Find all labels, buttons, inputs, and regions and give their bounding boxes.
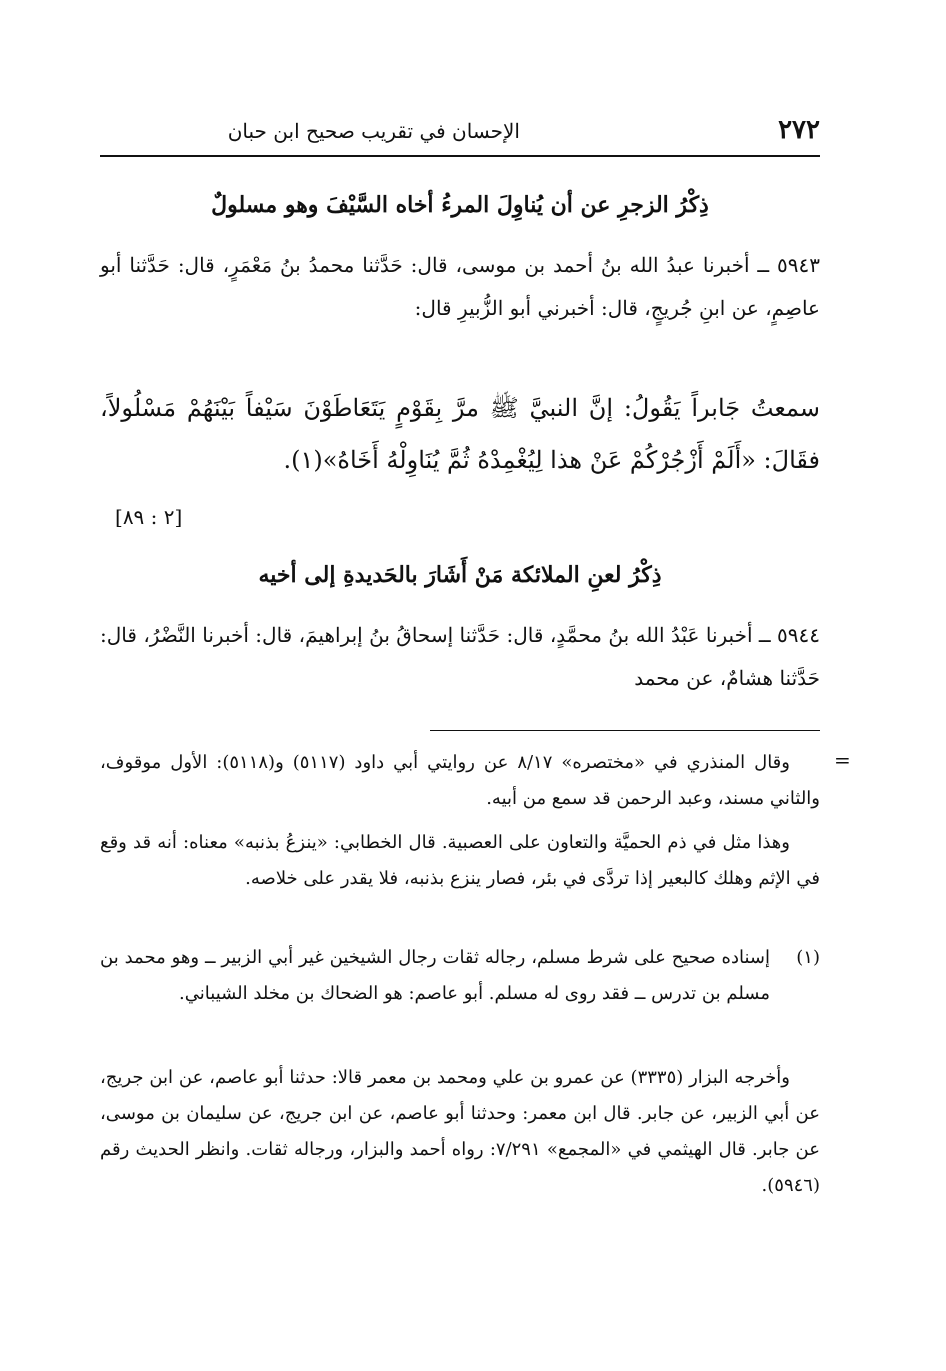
footnote-1-text: إسناده صحيح على شرط مسلم، رجاله ثقات رجال الشيخين غير أبي الزبير ــ وهو محمد بن مسلم بن تدرس ــ فقد روى له مسلم. أبو عاصم: هو الضحاك بن مخلد الشيباني. — [100, 947, 770, 1004]
footnote-paragraph-text: وقال المنذري في «مختصره» ٨/١٧ عن روايتي أبي داود (٥١١٧) و(٥١١٨): الأول موقوف، والثاني مسند، وعبد الرحمن قد سمع من أبيه. — [100, 752, 820, 809]
footnote-continuation-mark: = — [834, 748, 851, 772]
hadith-5943-matn: سمعتُ جَابراً يَقُولُ: إنَّ النبيَّ ﷺ مرَّ بِقَوْمٍ يَتَعَاطَوْنَ سَيْفاً بَيْنَهُمْ مَسْلُولاً، فقَالَ: «أَلَمْ أَزْجُرْكُمْ عَنْ هذا لِيُغْمِدْهُ ثُمَّ يُنَاوِلْهُ أَخَاهُ»(١). — [100, 394, 820, 474]
footnote-divider — [430, 730, 820, 731]
footnote-paragraph-khattabi — [100, 825, 820, 897]
footnote-continued-paragraph — [100, 745, 820, 817]
footnote-number: (١) — [796, 947, 820, 968]
footnote-1 — [100, 940, 820, 1012]
book-title: الإحسان في تقريب صحيح ابن حبان — [227, 119, 520, 143]
section-heading-2: ذِكْرُ لعنِ الملائكة مَنْ أَشَارَ بالحَديدةِ إلى أخيه — [258, 562, 662, 588]
section-heading-1: ذِكْرُ الزجرِ عن أن يُناوِلَ المرءُ أخاه السَّيْفَ وهو مسلولٌ — [211, 192, 709, 218]
footnote-paragraph-text: وهذا مثل في ذم الحميَّة والتعاون على العصبية. قال الخطابي: «ينزعُ بذنبه» معناه: أنه قد وقع في الإثم وهلك كالبعير إذا تردَّى في بئر، فصار ينزع بذنبه، فلا يقدر على خلاصه. — [100, 832, 820, 889]
page-number: ٢٧٢ — [778, 115, 820, 145]
footnote-paragraph-bazzar — [100, 1060, 820, 1204]
hadith-5944-isnad: ٥٩٤٤ ــ أخبرنا عَبْدُ الله بنُ محمَّدٍ، قال: حَدَّثنا إسحاقُ بنُ إبراهيمَ، قال: أخبرنا النَّضْرُ، قال: حَدَّثنا هشامٌ، عن محمد — [100, 623, 820, 690]
source-reference: [٢ : ٨٩] — [115, 505, 183, 529]
hadith-5943-isnad: ٥٩٤٣ ــ أخبرنا عبدُ الله بنُ أحمد بن موسى، قال: حَدَّثنا محمدُ بنُ مَعْمَرٍ، قال: حَدَّثنا أبو عاصِمٍ، عن ابنِ جُريجٍ، قال: أخبرني أبو الزُّبيرِ قال: — [100, 253, 820, 320]
footnote-paragraph-text: وأخرجه البزار (٣٣٣٥) عن عمرو بن علي ومحمد بن معمر قالا: حدثنا أبو عاصم، عن ابن جريج، عن أبي الزبير، عن جابر. قال ابن معمر: وحدثنا أبو عاصم، عن ابن جريج، عن سليمان بن موسى، عن جابر. قال الهيثمي في «المجمع» ٧/٢٩١: رواه أحمد والبزار، ورجاله ثقات. وانظر الحديث رقم (٥٩٤٦). — [100, 1067, 820, 1196]
running-header — [100, 115, 820, 157]
